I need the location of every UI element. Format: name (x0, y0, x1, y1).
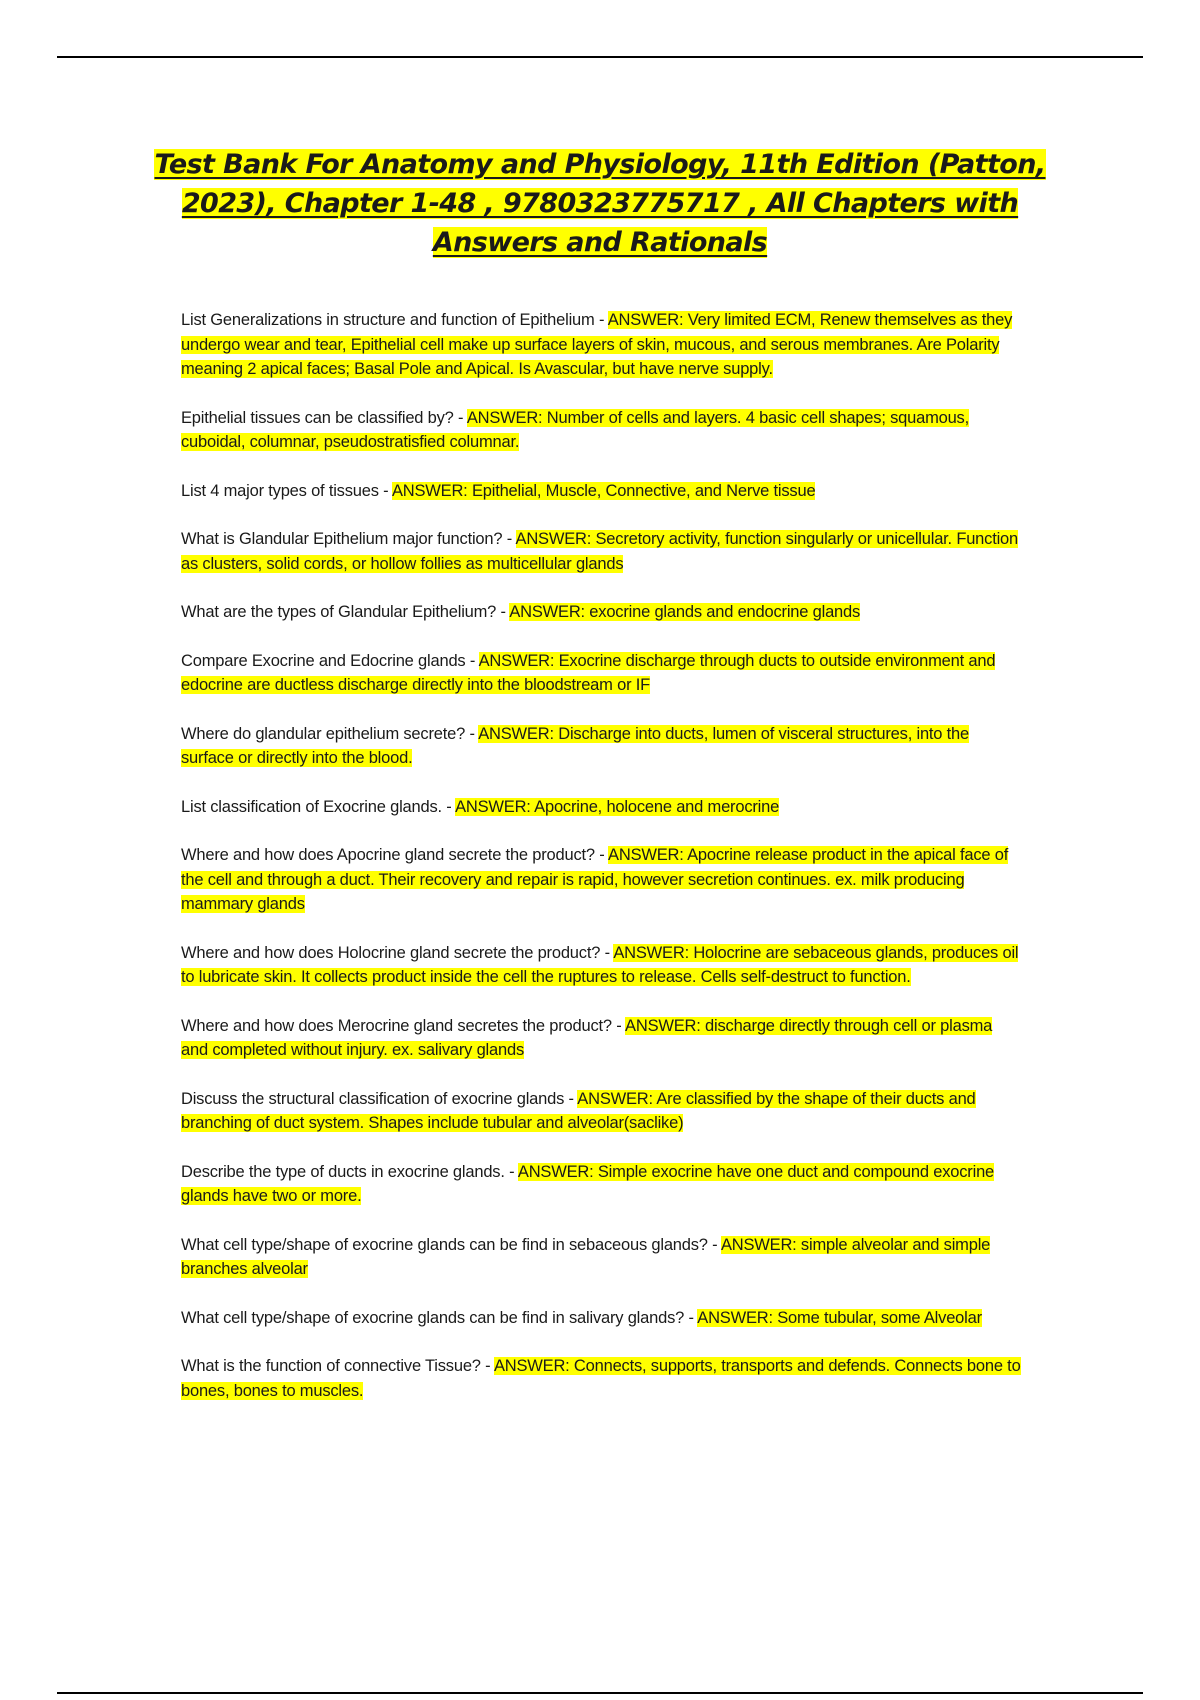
answer-text: ANSWER: Apocrine, holocene and merocrine (455, 797, 780, 816)
separator: - (480, 1357, 494, 1375)
qa-item (181, 722, 1021, 771)
answer-text: ANSWER: Secretory activity, function singularly or unicellular. Function as clusters, solid cords, or hollow follies as multicellular glands (181, 530, 1019, 573)
answer-text: ANSWER: discharge directly through cell or plasma and completed without injury. ex. salivary glands (181, 1016, 993, 1059)
qa-item (181, 649, 1021, 698)
separator: - (707, 1235, 721, 1254)
separator: - (453, 408, 467, 427)
question-text: Where do glandular epithelium secrete? (181, 724, 466, 743)
qa-item (181, 1354, 1021, 1403)
question-text: Where and how does Merocrine gland secretes the product? (181, 1016, 612, 1035)
qa-item (181, 941, 1021, 990)
question-text: Compare Exocrine and Edocrine glands (181, 651, 466, 670)
separator: - (594, 846, 609, 864)
qa-item (181, 406, 1021, 455)
question-text: List classification of Exocrine glands. (181, 797, 442, 816)
question-text: Epithelial tissues can be classified by? (181, 408, 454, 427)
question-text: What cell type/shape of exocrine glands can be find in salivary glands? (181, 1308, 685, 1327)
qa-item (181, 795, 1021, 820)
answer-text: ANSWER: Simple exocrine have one duct and compound exocrine glands have two or more. (181, 1162, 995, 1205)
answer-text: ANSWER: Apocrine release product in the apical face of the cell and through a duct. Their recovery and repair is rapid, however secretion continues. ex. milk producing mammary glands (181, 846, 1009, 913)
document-title-text: Test Bank For Anatomy and Physiology, 11th Edition (Patton, 2023), Chapter 1-48 , 9780323775717 , All Chapters with Answers and Rationals (154, 149, 1046, 258)
separator: - (684, 1308, 698, 1327)
separator: - (496, 603, 510, 621)
separator: - (600, 943, 614, 962)
qa-item (181, 843, 1021, 917)
top-divider (57, 56, 1143, 58)
question-text: What is the function of connective Tissue? (181, 1357, 481, 1375)
question-text: Where and how does Apocrine gland secrete the product? (181, 846, 595, 864)
question-text: What cell type/shape of exocrine glands can be find in sebaceous glands? (181, 1235, 708, 1254)
question-text: What are the types of Glandular Epithelium? (181, 603, 497, 621)
qa-item (181, 527, 1021, 576)
document-title (150, 145, 1050, 262)
answer-text: ANSWER: Discharge into ducts, lumen of visceral structures, into the surface or directly into the blood. (181, 724, 969, 767)
answer-text: ANSWER: exocrine glands and endocrine glands (509, 603, 861, 621)
question-text: Discuss the structural classification of exocrine glands (181, 1089, 565, 1108)
qa-list (181, 308, 1021, 1427)
qa-item (181, 308, 1021, 382)
answer-text: ANSWER: Number of cells and layers. 4 basic cell shapes; squamous, cuboidal, columnar, pseudostratisfied columnar. (181, 408, 969, 451)
separator: - (594, 311, 608, 329)
separator: - (502, 530, 516, 548)
question-text: List 4 major types of tissues (181, 481, 379, 500)
qa-item (181, 600, 1021, 625)
question-text: List Generalizations in structure and function of Epithelium (181, 311, 595, 329)
separator: - (441, 797, 456, 816)
answer-text: ANSWER: Exocrine discharge through ducts to outside environment and edocrine are ductless discharge directly into the bloodstream or IF (181, 651, 996, 694)
separator: - (378, 481, 392, 500)
qa-item (181, 479, 1021, 504)
answer-text: ANSWER: Some tubular, some Alveolar (697, 1308, 982, 1327)
qa-item (181, 1087, 1021, 1136)
answer-text: ANSWER: Holocrine are sebaceous glands, produces oil to lubricate skin. It collects product inside the cell the ruptures to release. Cells self-destruct to function. (181, 943, 1019, 986)
separator: - (504, 1162, 518, 1181)
separator: - (564, 1089, 578, 1108)
qa-item (181, 1160, 1021, 1209)
question-text: Describe the type of ducts in exocrine glands. (181, 1162, 505, 1181)
question-text: Where and how does Holocrine gland secrete the product? (181, 943, 601, 962)
question-text: What is Glandular Epithelium major function? (181, 530, 503, 548)
separator: - (465, 651, 479, 670)
qa-item (181, 1233, 1021, 1282)
qa-item (181, 1014, 1021, 1063)
answer-text: ANSWER: Epithelial, Muscle, Connective, and Nerve tissue (391, 481, 816, 500)
bottom-divider (57, 1692, 1143, 1694)
answer-text: ANSWER: Very limited ECM, Renew themselves as they undergo wear and tear, Epithelial cell make up surface layers of skin, mucous, and serous membranes. Are Polarity meaning 2 apical faces; Basal Pole and Apical. Is Avascular, but have nerve supply. (181, 311, 1013, 378)
answer-text: ANSWER: Connects, supports, transports and defends. Connects bone to bones, bones to muscles. (181, 1357, 1021, 1400)
answer-text: ANSWER: Are classified by the shape of their ducts and branching of duct system. Shapes include tubular and alveolar(saclike) (181, 1089, 976, 1132)
separator: - (611, 1016, 626, 1035)
qa-item (181, 1306, 1021, 1331)
answer-text: ANSWER: simple alveolar and simple branches alveolar (181, 1235, 991, 1278)
separator: - (465, 724, 479, 743)
